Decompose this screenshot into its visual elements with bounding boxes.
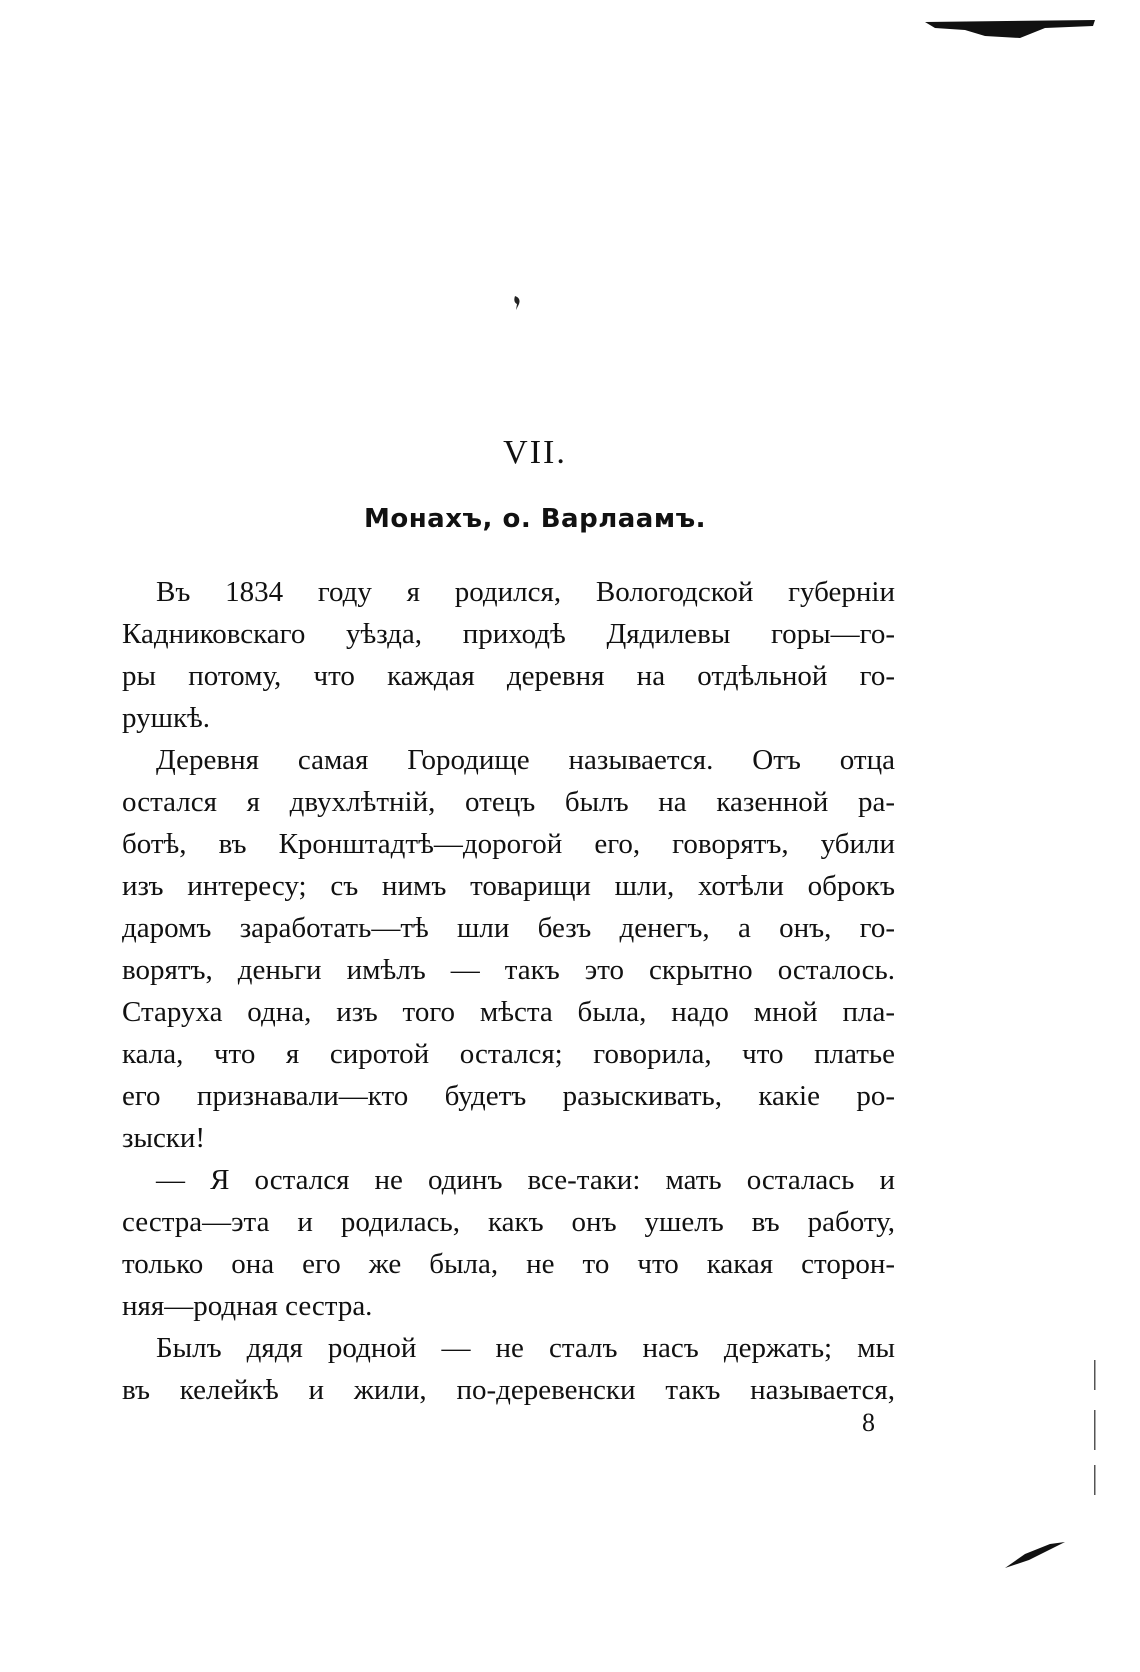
text-line: въ келейкѣ и жили, по-деревенски такъ называется, (122, 1374, 895, 1406)
scan-smudge-bottom (1005, 1540, 1065, 1568)
scan-edge-marks (1090, 1360, 1100, 1500)
text-line: Деревня самая Городище называется. Отъ отца (156, 744, 895, 776)
chapter-number: VII. (503, 434, 567, 471)
text-line: даромъ заработать—тѣ шли безъ денегъ, а онъ, го- (122, 912, 895, 944)
text-line: Старуха одна, изъ того мѣста была, надо мной пла- (122, 996, 895, 1028)
text-line: зыски! (122, 1122, 206, 1154)
text-line: кала, что я сиротой остался; говорила, что платье (122, 1038, 895, 1070)
text-line: его признавали—кто будетъ разыскивать, какіе ро- (122, 1080, 895, 1112)
text-line: сестра—эта и родилась, какъ онъ ушелъ въ работу, (122, 1206, 895, 1238)
text-line: только она его же была, не то что какая сторон- (122, 1248, 895, 1280)
text-line: ры потому, что каждая деревня на отдѣльной го- (122, 660, 895, 692)
stray-ink-mark (512, 296, 522, 310)
text-line: Въ 1834 году я родился, Вологодской губерніи (156, 576, 895, 608)
text-line: ботѣ, въ Кронштадтѣ—дорогой его, говорятъ, убили (122, 828, 895, 860)
page-number: 8 (862, 1408, 875, 1437)
text-line: Былъ дядя родной — не сталъ насъ держать; мы (156, 1332, 895, 1364)
text-line: — Я остался не одинъ все-таки: мать осталась и (156, 1164, 895, 1196)
text-line: няя—родная сестра. (122, 1290, 373, 1322)
text-line: изъ интересу; съ нимъ товарищи шли, хотѣли оброкъ (122, 870, 895, 902)
scan-smudge-top (925, 18, 1095, 40)
text-line: остался я двухлѣтній, отецъ былъ на казенной ра- (122, 786, 895, 818)
chapter-title: Монахъ, о. Варлаамъ. (363, 504, 707, 534)
text-line: Кадниковскаго уѣзда, приходѣ Дядилевы горы—го- (122, 618, 895, 650)
text-line: рушкѣ. (122, 702, 211, 734)
text-line: ворятъ, деньги имѣлъ — такъ это скрытно осталось. (122, 954, 895, 986)
